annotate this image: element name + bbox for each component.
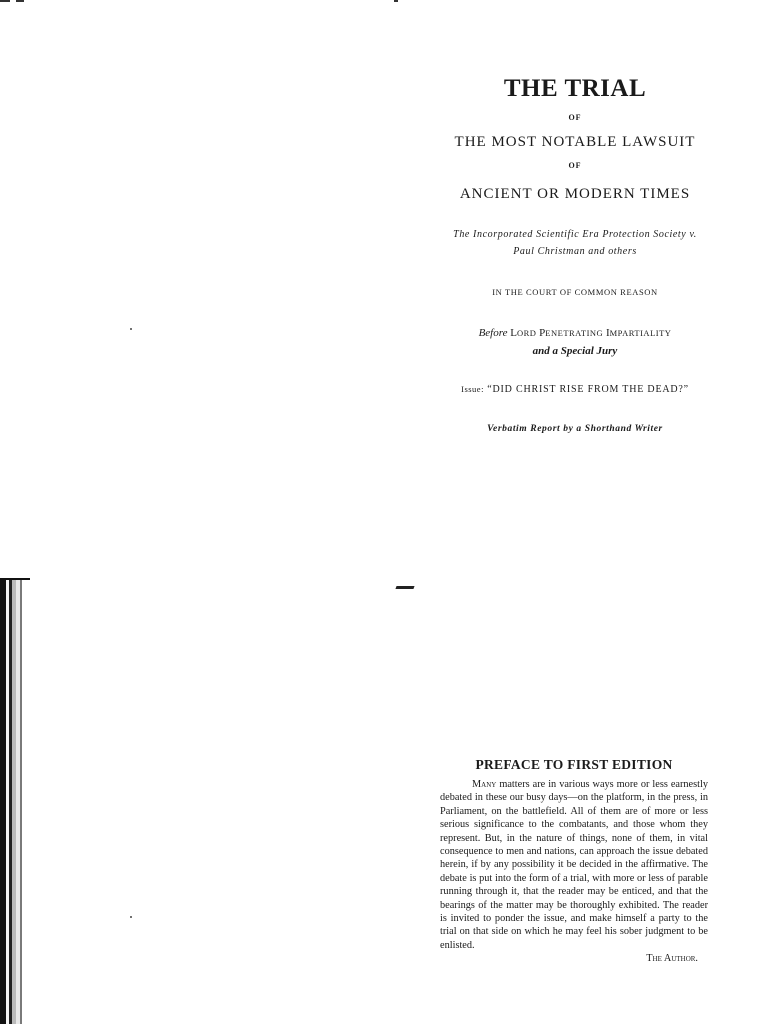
- subtitle-line-2: ANCIENT OR MODERN TIMES: [459, 186, 691, 202]
- issue-line: [420, 382, 730, 397]
- before-line: [420, 324, 730, 342]
- scan-mark-top-left-2: [16, 0, 24, 2]
- lord-initial: L: [510, 327, 517, 339]
- impartiality-initial: I: [605, 327, 610, 339]
- book-title: THE TRIAL: [503, 75, 647, 102]
- scan-mark-top-left: [0, 0, 10, 2]
- impartiality-rest: MPARTIALITY: [609, 328, 672, 338]
- preface-signature: The Author.: [646, 953, 698, 965]
- scan-dash-mark: [395, 586, 414, 589]
- subtitle-line-1: THE MOST NOTABLE LAWSUIT: [454, 134, 696, 150]
- preface-heading: PREFACE TO FIRST EDITION: [475, 757, 673, 772]
- issue-label: Issue:: [461, 384, 484, 394]
- penetrating-rest: ENETRATING: [545, 328, 604, 338]
- court-line: IN THE COURT OF COMMON REASON: [492, 287, 658, 297]
- preface-body: [440, 778, 708, 952]
- scan-speck-2: [130, 916, 132, 918]
- jury-line: [420, 342, 730, 360]
- scan-mark-top-center: [394, 0, 398, 2]
- preface-section: [440, 756, 708, 966]
- before-word: Before: [478, 327, 508, 339]
- preface-body-text: matters are in various ways more or less earnestly debated in these our busy days—on the platform, in the press, in Parliament, on the battlefield. All of them are of more or less serious significance to the combatants, and those whom they represent. But, in the nature of things, none of them, in vital consequence to men and nations, can approach the issue debated herein, if by any possibility it be decided in the affirmative. The debate is put into the form of a trial, with more or less of parable running through it, that the reader may be enticed, and that the bearings of the matter may be thoroughly exhibited. The reader is invited to ponder the issue, and make himself a party to the trial on that side on which he may feel his sober judgment to be enlisted.: [440, 779, 708, 951]
- preface-first-word: Many: [472, 779, 497, 790]
- scan-speck-1: [130, 328, 132, 330]
- case-line-1: The Incorporated Scientific Era Protection Society v.: [453, 229, 697, 240]
- of-connector-2: OF: [568, 161, 582, 170]
- binding-edge: [0, 580, 30, 1024]
- case-line-2: Paul Christman and others: [513, 246, 637, 257]
- report-line: Verbatim Report by a Shorthand Writer: [487, 424, 663, 434]
- lord-rest: ORD: [516, 328, 537, 338]
- of-connector-1: OF: [568, 113, 582, 122]
- title-block: [420, 72, 730, 438]
- jury-text: and a Special Jury: [532, 345, 618, 357]
- penetrating-initial: P: [539, 327, 546, 339]
- issue-text: “DID CHRIST RISE FROM THE DEAD?”: [487, 384, 689, 395]
